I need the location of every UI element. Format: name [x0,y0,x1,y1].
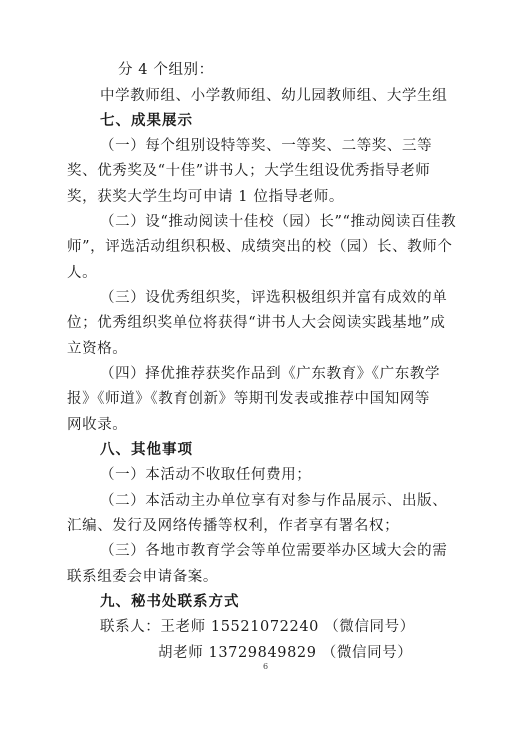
text-line: 立资格。 [67,341,128,357]
text-line: 奖、优秀奖及“十佳”讲书人；大学生组设优秀指导老师 [67,163,431,179]
page-number: 6 [262,662,269,671]
text-line: （四）择优推荐获奖作品到《广东教育》《广东教学 [100,366,441,382]
text-line: 报》《师道》《教育创新》等期刊发表或推荐中国知网等 [67,391,430,407]
section-heading: 九、秘书处联系方式 [100,594,240,610]
contact-line: 胡老师 13729849829 （微信同号） [158,645,413,661]
text-line: （一）本活动不收取任何费用； [100,467,312,483]
text-line: 分 4 个组别： [118,62,214,78]
contact-line: 联系人：王老师 15521072240 （微信同号） [100,619,415,635]
text-line: （三）设优秀组织奖，评选积极组织并富有成效的单 [100,290,448,306]
text-line: 师”，评选活动组织积极、成绩突出的校（园）长、教师个 [67,239,453,255]
text-line: （二）本活动主办单位享有对参与作品展示、出版、 [100,493,448,509]
text-line: 联系组委会申请备案。 [67,569,218,585]
text-line: （三）各地市教育学会等单位需要举办区域大会的需 [100,543,448,559]
text-line: 中学教师组、小学教师组、幼儿园教师组、大学生组 [100,88,448,104]
section-heading: 八、其他事项 [100,442,193,458]
text-line: 人。 [67,265,98,281]
text-line: 网收录。 [67,417,128,433]
text-line: 位；优秀组织奖单位将获得“讲书人大会阅读实践基地”成 [67,315,446,331]
text-line: 奖，获奖大学生均可申请 1 位指导老师。 [67,189,344,205]
text-line: （二）设“推动阅读十佳校（园）长”“推动阅读百佳教 [100,214,457,230]
text-line: （一）每个组别设特等奖、一等奖、二等奖、三等 [100,138,433,154]
text-line: 汇编、发行及网络传播等权利，作者享有署名权； [67,518,400,534]
section-heading: 七、成果展示 [100,113,193,129]
